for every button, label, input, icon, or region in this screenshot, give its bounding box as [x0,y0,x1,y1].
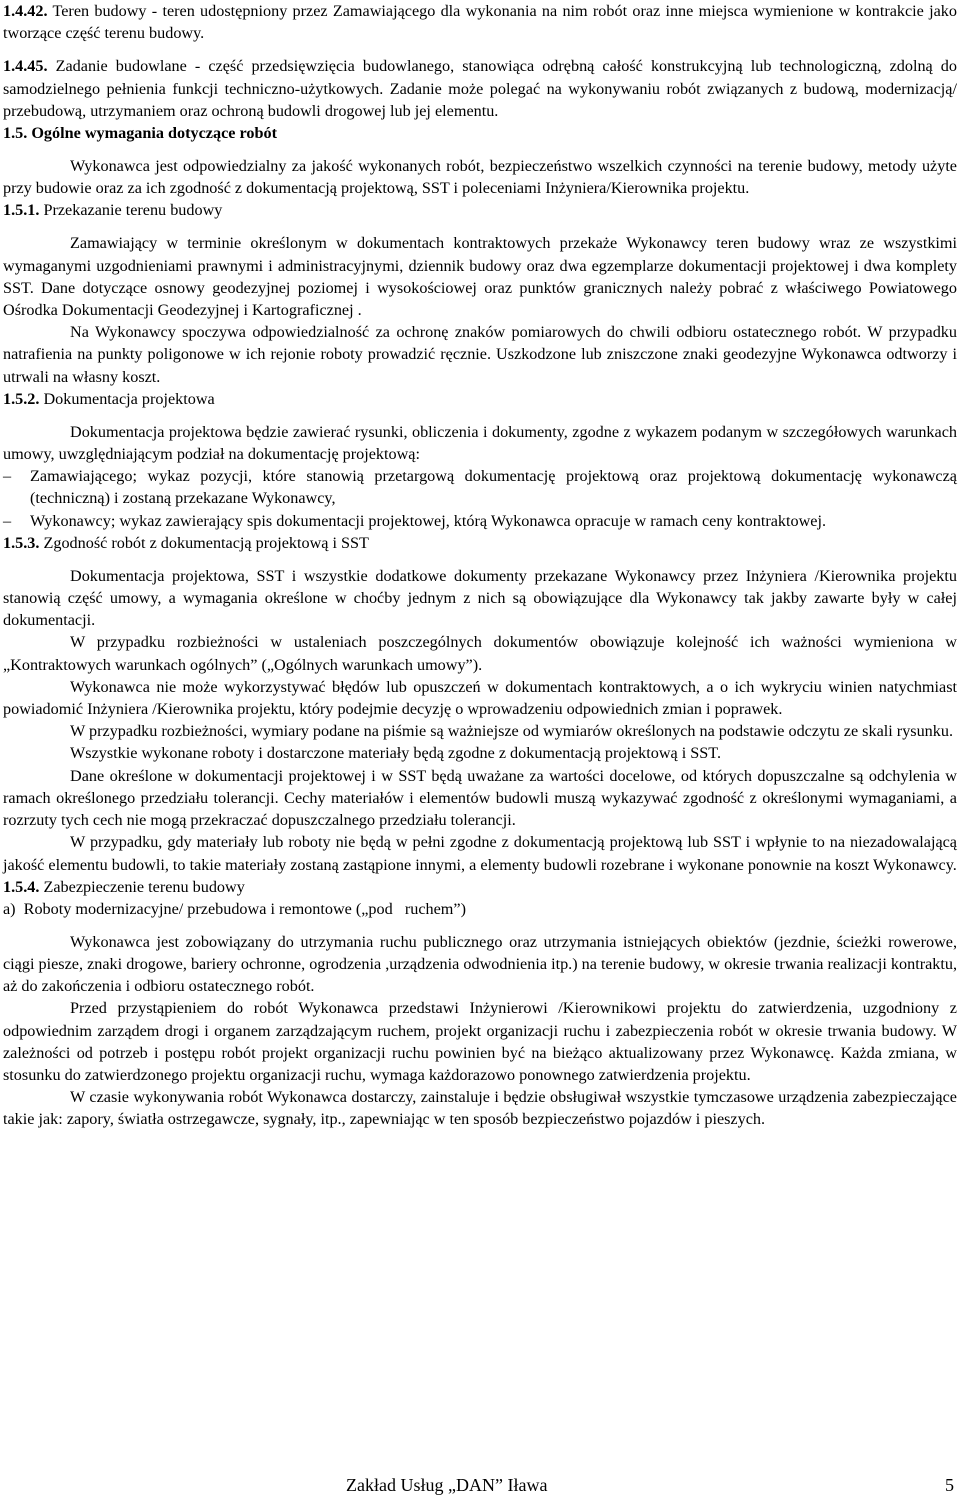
section-number: 1.5.2. [3,389,40,408]
section-1-4-45 [3,55,957,122]
document-page [3,0,957,1131]
paragraph: Dokumentacja projektowa, SST i wszystkie dodatkowe dokumenty przekazane Wykonawcy przez Inżyniera /Kierownika projektu stanowią część umowy, a wymagania określone w choćby jednym z nich są obowiązujące dla Wykonawcy tak jakby zawarte były w całej dokumentacji. [3,566,957,630]
paragraph: Wykonawca jest zobowiązany do utrzymania ruchu publicznego oraz utrzymania istniejących obiektów (jezdnie, ścieżki rowerowe, ciągi piesze, znaki drogowe, bariery ochronne, ogrodzenia ,urządzenia odwodnienia itp.) na terenie budowy, w okresie trwania realizacji kontraktu, aż do zakończenia i odbioru ostatecznego robót. [3,932,957,996]
heading-1-5-1 [3,199,957,221]
list-item-text: Zamawiającego; wykaz pozycji, które stanowią przetargową dokumentację projektową oraz projektową dokumentację wykonawczą (techniczną) i zostaną przekazane Wykonawcy, [30,467,957,508]
section-1-4-42 [3,0,957,44]
paragraph: W przypadku rozbieżności, wymiary podane na piśmie są ważniejsze od wymiarów określonych na podstawie odczytu ze skali rysunku. [70,722,954,741]
page-number: 5 [945,1475,954,1495]
list-item [3,465,957,509]
section-number: 1.5.3. [3,533,40,552]
section-title: Ogólne wymagania dotyczące robót [27,124,277,143]
section-text: Teren budowy - teren udostępniony przez Zamawiającego dla wykonania na nim robót oraz inne miejsca wymienione w kontrakcie jako tworzące część terenu budowy. [3,2,957,43]
paragraph: Wszystkie wykonane roboty i dostarczone materiały będą zgodne z dokumentacją projektową i SST. [70,744,722,763]
section-title: Zabezpieczenie terenu budowy [39,877,245,896]
heading-1-5 [3,122,957,144]
heading-1-5-2 [3,388,957,410]
section-title: Przekazanie terenu budowy [39,201,223,220]
paragraph: Przed przystąpieniem do robót Wykonawca przedstawi Inżynierowi /Kierownikowi projektu do zatwierdzenia, uzgodniony z odpowiednim zarządem drogi i organem zarządzającym ruchem, projekt organizacji ruchu i zabezpieczenia robót w okresie trwania budowy. W zależności od potrzeb i postępu robót projekt organizacji ruchu powinien być na bieżąco aktualizowany przez Wykonawcę. Każda zmiana, w stosunku do zatwierdzonego projektu organizacji ruchu, wymaga każdorazowo ponownego zatwierdzenia projektu. [3,999,957,1084]
section-title: Dokumentacja projektowa [39,389,215,408]
footer-company: Zakład Usług „DAN” Iława [346,1475,548,1495]
section-number: 1.5.1. [3,201,40,220]
paragraph: Dane określone w dokumentacji projektowej i w SST będą uważane za wartości docelowe, od których dopuszczalne są odchylenia w ramach określonego przedziału tolerancji. Cechy materiałów i elementów budowli muszą wykazywać zgodność z określonymi wymaganiami, a rozrzuty tych cech nie mogą przekraczać dopuszczalnego przedziału tolerancji. [3,766,957,830]
paragraph: Zamawiający w terminie określonym w dokumentach kontraktowych przekaże Wykonawcy teren budowy wraz ze wszystkimi wymaganymi uzgodnieniami prawnymi i administracyjnymi, dziennik budowy oraz dwa egzemplarze dokumentacji projektowej i dwa komplety SST. Dane dotyczące osnowy geodezyjnej poziomej i wysokościowej oraz punktów granicznych należy pobrać z właściwego Powiatowego Ośrodka Dokumentacji Geodezyjnej i Kartograficznej . [3,234,957,320]
subheading-a: a) Roboty modernizacyjne/ przebudowa i remontowe („pod ruchem”) [3,899,466,918]
section-number: 1.5. [3,124,28,143]
section-title: Zgodność robót z dokumentacją projektową i SST [39,533,369,552]
section-text: Zadanie budowlane - część przedsięwzięcia budowlanego, stanowiąca odrębną całość konstrukcyjną lub technologiczną, zdolną do samodzielnego pełnienia funkcji techniczno-użytkowych. Zadanie może polegać na wykonywaniu robót związanych z budową, modernizacją/ przebudową, utrzymaniem oraz ochroną budowli drogowej lub jej elementu. [3,57,957,120]
paragraph: W przypadku, gdy materiały lub roboty nie będą w pełni zgodne z dokumentacją projektową lub SST i wpłynie to na niezadowalającą jakość elementu budowli, to takie materiały zostaną zastąpione innymi, a elementy budowli rozebrane i wykonane ponownie na koszt Wykonawcy. [3,833,957,874]
paragraph: Wykonawca jest odpowiedzialny za jakość wykonanych robót, bezpieczeństwo wszelkich czynności na terenie budowy, metody użyte przy budowie oraz za ich zgodność z dokumentacją projektową, SST i poleceniami Inżyniera/Kierownika projektu. [3,157,957,198]
paragraph: Na Wykonawcy spoczywa odpowiedzialność za ochronę znaków pomiarowych do chwili odbioru ostatecznego robót. W przypadku natrafienia na punkty poligonowe w ich rejonie roboty prowadzić ręcznie. Uszkodzone lub zniszczone znaki geodezyjne Wykonawca odtworzy i utrwali na własny koszt. [3,323,957,386]
paragraph: Dokumentacja projektowa będzie zawierać rysunki, obliczenia i dokumenty, zgodne z wykazem podanym w szczegółowych warunkach umowy, uwzględniającym podział na dokumentację projektową: [3,422,957,464]
section-number: 1.4.45. [3,57,48,76]
list-item [3,510,957,532]
heading-1-5-3 [3,532,957,554]
paragraph: Wykonawca nie może wykorzystywać błędów lub opuszczeń w dokumentach kontraktowych, a o ich wykryciu winien natychmiast powiadomić Inżyniera /Kierownika projektu, który podejmie decyzję o wprowadzeniu odpowiednich zmian i poprawek. [3,677,957,719]
section-number: 1.5.4. [3,877,40,896]
list-item-text: Wykonawcy; wykaz zawierający spis dokumentacji projektowej, którą Wykonawca opracuje w ramach ceny kontraktowej. [30,511,827,530]
paragraph: W przypadku rozbieżności w ustaleniach poszczególnych dokumentów obowiązuje kolejność ich ważności wymieniona w „Kontraktowych warunkach ogólnych” („Ogólnych warunkach umowy”). [3,633,957,674]
dash-bullet: – [3,467,12,486]
paragraph: W czasie wykonywania robót Wykonawca dostarczy, zainstaluje i będzie obsługiwał wszystkie tymczasowe urządzenia zabezpieczające takie jak: zapory, światła ostrzegawcze, sygnały, itp., zapewniając w ten sposób bezpieczeństwo pojazdów i pieszych. [3,1088,957,1129]
dash-bullet: – [3,511,12,530]
heading-1-5-4 [3,876,957,898]
section-number: 1.4.42. [3,2,48,20]
